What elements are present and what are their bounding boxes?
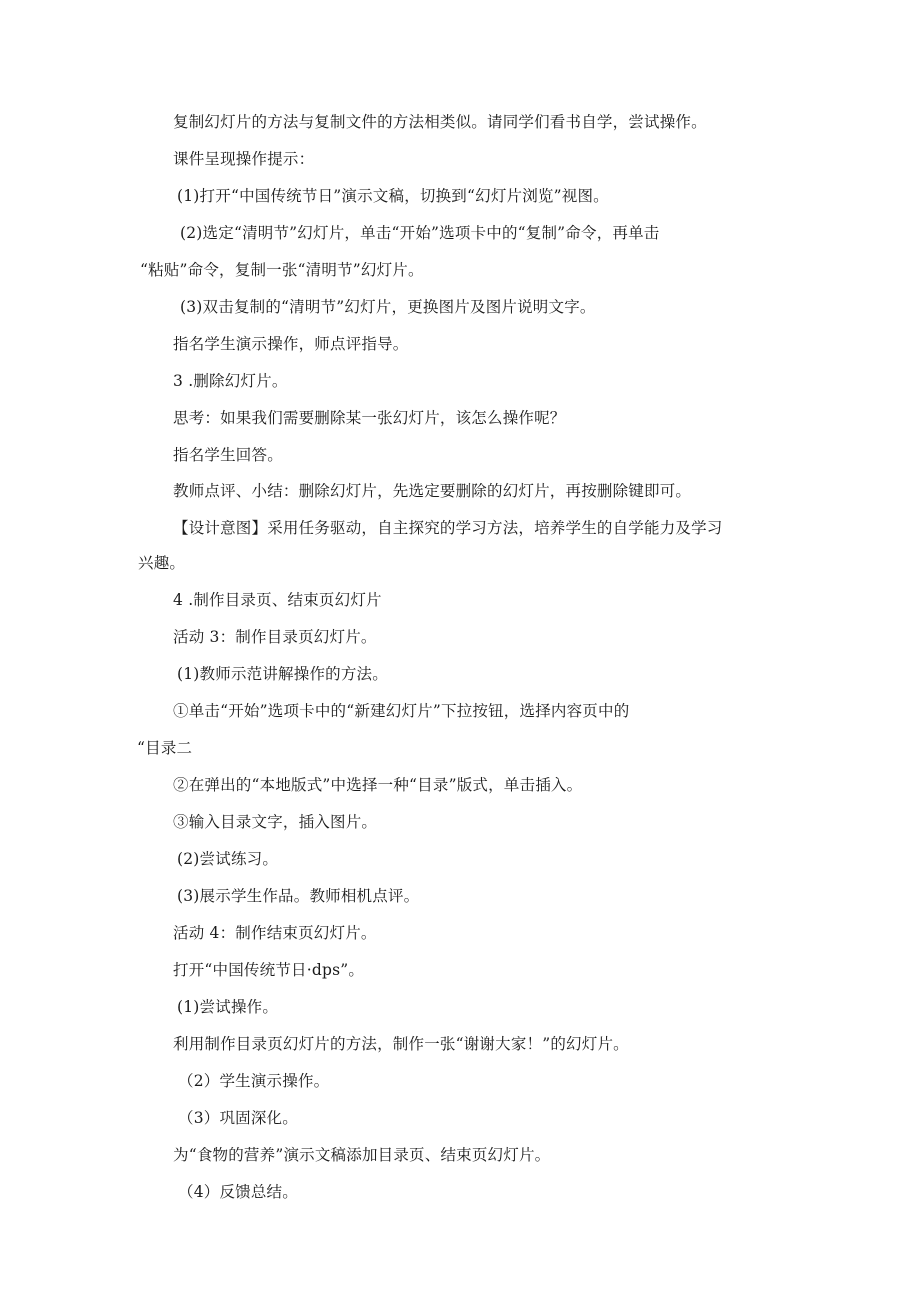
paragraph-line: (2)选定“清明节”幻灯片，单击“开始”选项卡中的“复制”命令，再单击 xyxy=(180,224,660,242)
paragraph-line: “粘贴”命令，复制一张“清明节”幻灯片。 xyxy=(140,261,424,279)
paragraph-line: （3）巩固深化。 xyxy=(178,1109,298,1127)
paragraph-line: (3)展示学生作品。教师相机点评。 xyxy=(177,887,420,905)
paragraph-line: (2)尝试练习。 xyxy=(177,850,279,868)
paragraph-line: 教师点评、小结：删除幻灯片，先选定要删除的幻灯片，再按删除键即可。 xyxy=(173,482,692,500)
paragraph-line: 指名学生回答。 xyxy=(173,446,283,464)
paragraph-line: 活动 3：制作目录页幻灯片。 xyxy=(173,628,377,646)
paragraph-line: （4）反馈总结。 xyxy=(178,1183,298,1201)
paragraph-line: 【设计意图】采用任务驱动，自主探究的学习方法，培养学生的自学能力及学习 xyxy=(173,519,723,537)
paragraph-line: 兴趣。 xyxy=(138,554,186,572)
paragraph-line: 活动 4：制作结束页幻灯片。 xyxy=(173,924,377,942)
paragraph-line: 指名学生演示操作，师点评指导。 xyxy=(173,335,409,353)
paragraph-line: 利用制作目录页幻灯片的方法，制作一张“谢谢大家！”的幻灯片。 xyxy=(173,1035,629,1053)
paragraph-line: ①单击“开始”选项卡中的“新建幻灯片”下拉按钮，选择内容页中的 xyxy=(173,702,630,720)
section-heading: 4 .制作目录页、结束页幻灯片 xyxy=(173,591,382,609)
paragraph-line: “目录二 xyxy=(137,739,193,757)
section-heading: 3 .删除幻灯片。 xyxy=(173,372,288,390)
paragraph-line: ②在弹出的“本地版式”中选择一种“目录”版式，单击插入。 xyxy=(173,776,583,794)
paragraph-line: 思考：如果我们需要删除某一张幻灯片，该怎么操作呢？ xyxy=(173,409,566,427)
paragraph-line: (3)双击复制的“清明节”幻灯片，更换图片及图片说明文字。 xyxy=(180,298,596,316)
paragraph-line: 为“食物的营养”演示文稿添加目录页、结束页幻灯片。 xyxy=(173,1146,551,1164)
paragraph-line: 复制幻灯片的方法与复制文件的方法相类似。请同学们看书自学，尝试操作。 xyxy=(173,113,707,131)
paragraph-line: (1)尝试操作。 xyxy=(177,998,279,1016)
paragraph-line: ③输入目录文字，插入图片。 xyxy=(173,813,378,831)
paragraph-line: (1)教师示范讲解操作的方法。 xyxy=(177,665,388,683)
paragraph-line: 打开“中国传统节日·dps”。 xyxy=(173,961,365,979)
paragraph-line: （2）学生演示操作。 xyxy=(178,1072,330,1090)
paragraph-line: 课件呈现操作提示： xyxy=(173,150,315,168)
paragraph-line: (1)打开“中国传统节日”演示文稿，切换到“幻灯片浏览”视图。 xyxy=(177,187,609,205)
